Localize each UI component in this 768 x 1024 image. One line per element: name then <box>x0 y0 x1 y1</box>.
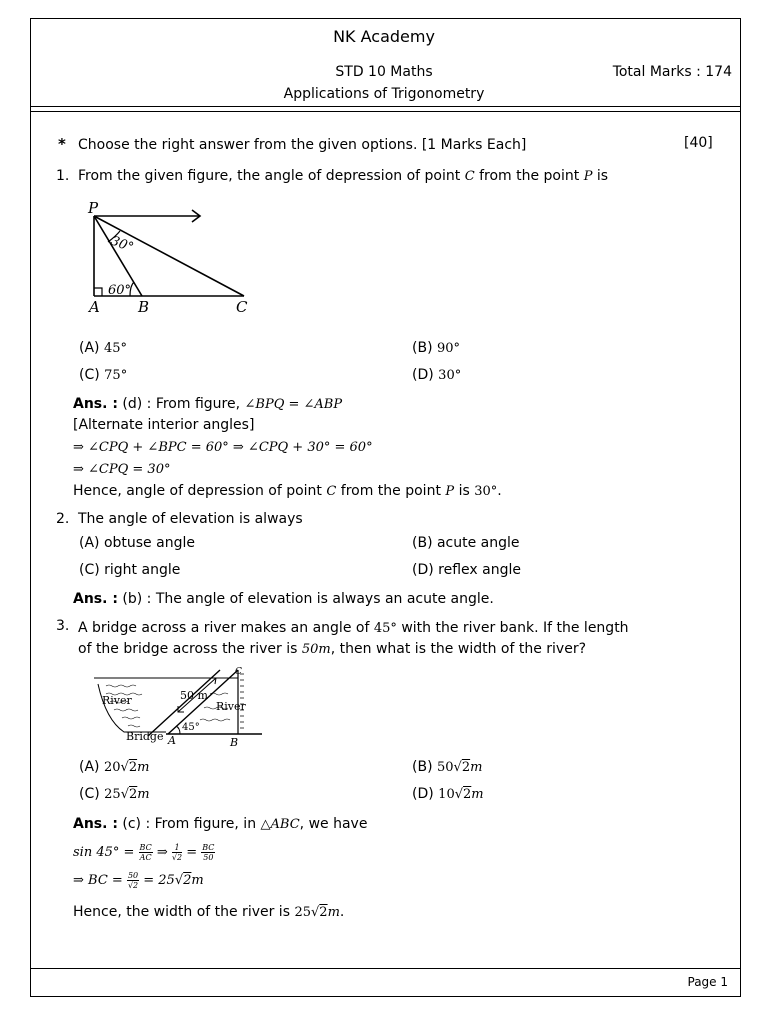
label-c: C <box>235 667 242 677</box>
school-name: NK Academy <box>333 27 435 46</box>
q1-answer-reason: [Alternate interior angles] <box>73 417 255 433</box>
total-marks: Total Marks : 174 <box>612 64 732 80</box>
label-river-left: River <box>102 694 132 707</box>
q3-option-d: (D) 10√2m <box>412 786 484 802</box>
river-left-bank <box>98 684 166 732</box>
question-2-text: The angle of elevation is always <box>78 511 303 527</box>
question-3-number: 3. <box>56 618 70 634</box>
section-instruction: Choose the right answer from the given options. [1 Marks Each] <box>78 137 527 153</box>
label-angle-45: 45° <box>182 722 200 733</box>
label-river-right: River <box>216 700 246 713</box>
question-1-text: From the given figure, the angle of depression of point C from the point P is <box>78 168 609 184</box>
page-number: Page 1 <box>687 975 728 989</box>
q2-option-a: (A) obtuse angle <box>79 535 195 551</box>
q3-option-a: (A) 20√2m <box>79 759 150 775</box>
header-divider-top <box>30 106 741 107</box>
figure-bridge-river <box>92 664 264 748</box>
question-2-number: 2. <box>56 511 70 527</box>
label-length: 50 m <box>180 689 208 702</box>
q3-answer-eq2: ⇒ BC = $\frac{50}{√2}$ = 25√2m <box>73 871 204 890</box>
q1-answer-line: Ans. : (d) : From figure, ∠BPQ = ∠ABP <box>73 396 343 412</box>
q3-option-c: (C) 25√2m <box>79 786 150 802</box>
q1-option-c: (C) 75° <box>79 367 128 383</box>
label-angle-60: 60° <box>108 283 132 298</box>
label-angle-30: 30° <box>108 233 136 256</box>
label-b: B <box>230 736 239 748</box>
header-divider-bottom <box>30 111 741 112</box>
question-3-line-1: A bridge across a river makes an angle of 45° with the river bank. If the length <box>78 620 629 636</box>
q1-answer-eq3: ⇒ ∠CPQ = 30° <box>73 462 171 477</box>
label-bridge: Bridge <box>126 730 164 743</box>
q2-option-d: (D) reflex angle <box>412 562 521 578</box>
figure-depression-angle <box>86 198 256 318</box>
standard-label: STD 10 Maths <box>335 64 433 80</box>
label-c: C <box>236 298 248 316</box>
q3-answer-line: Ans. : (c) : From figure, in △ABC, we have <box>73 816 368 832</box>
label-b: B <box>138 298 150 316</box>
label-a: A <box>89 298 100 316</box>
label-p: P <box>88 199 99 217</box>
chapter-title: Applications of Trigonometry <box>283 86 485 102</box>
right-angle-mark <box>94 288 102 296</box>
q1-answer-final: Hence, angle of depression of point C from the point P is 30°. <box>73 483 502 499</box>
q3-answer-eq1: sin 45° = $\frac{BC}{AC}$ ⇒ $\frac{1}{√2}$ = $\frac{BC}{50}$ <box>73 843 215 862</box>
q1-option-b: (B) 90° <box>412 340 461 356</box>
q2-option-b: (B) acute angle <box>412 535 520 551</box>
question-3-line-2: of the bridge across the river is 50m, then what is the width of the river? <box>78 641 587 657</box>
label-a: A <box>168 734 176 747</box>
q3-option-b: (B) 50√2m <box>412 759 483 775</box>
q1-answer-eq2: ⇒ ∠CPQ + ∠BPC = 60° ⇒ ∠CPQ + 30° = 60° <box>73 440 373 455</box>
q1-option-d: (D) 30° <box>412 367 462 383</box>
section-star: * <box>58 135 66 153</box>
angle-arc-45 <box>176 726 180 734</box>
q3-answer-final: Hence, the width of the river is 25√2m. <box>73 904 345 920</box>
section-marks: [40] <box>684 135 713 151</box>
q2-option-c: (C) right angle <box>79 562 181 578</box>
footer-divider <box>30 968 741 969</box>
q2-answer-line: Ans. : (b) : The angle of elevation is always an acute angle. <box>73 591 494 607</box>
q1-option-a: (A) 45° <box>79 340 128 356</box>
question-1-number: 1. <box>56 168 70 184</box>
